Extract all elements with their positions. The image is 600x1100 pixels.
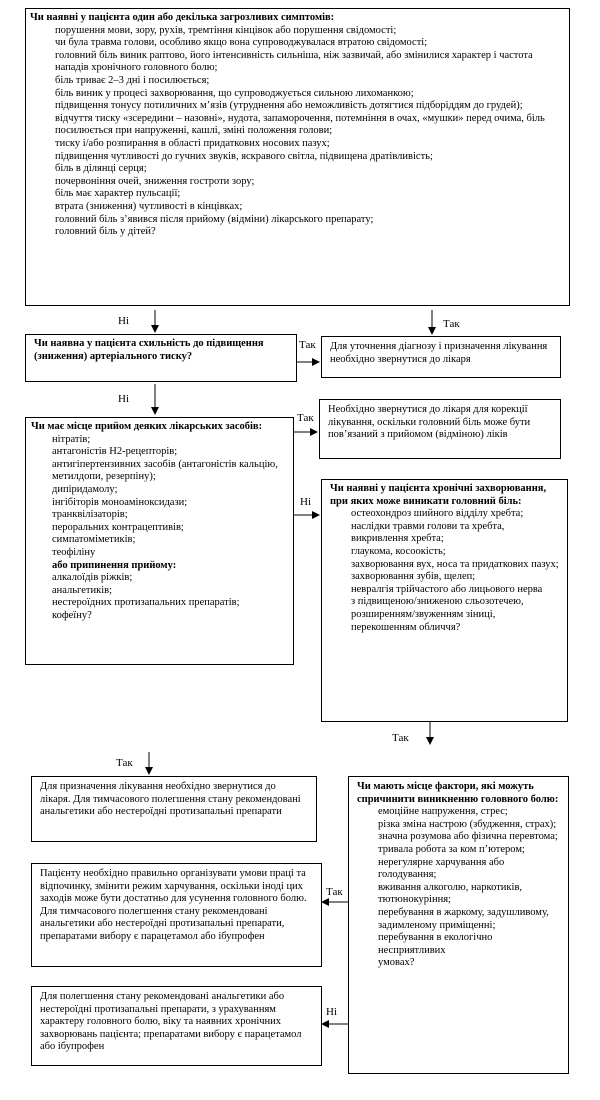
list-item: нітратів; [52, 433, 91, 445]
list-item: нестероїдних протизапальних препаратів; [52, 597, 240, 609]
list-item: підвищення чутливості до гучних звуків, яскравого світла, підвищена дратівливість; [55, 150, 433, 162]
label-yes-b7: Так [116, 757, 133, 769]
list-item: порушення мови, зору, рухів, тремтіння кінцівок або порушення свідомості; [55, 24, 397, 36]
list-item: перебування в екологічно несприятливих [378, 932, 493, 956]
list-item: біль виник у процесі захворювання, що супроводжується сильною лихоманкою; [55, 87, 414, 99]
list-item: підвищення тонусу потиличних м’язів (утруднення або неможливість дотягтися підборіддям до грудей); [55, 100, 523, 112]
box-see-doctor-text: Для уточнення діагнозу і призначення лікування необхідно звернутися до лікаря [330, 341, 548, 365]
medications-list [31, 434, 288, 560]
list-item: антагоністів Н2-рецепторів; [52, 446, 178, 458]
list-item: наслідки травми голови та хребта, [351, 520, 505, 532]
list-item: біль триває 2–3 дні і посилюється; [55, 74, 210, 86]
box-danger-question: Чи наявні у пацієнта один або декілька загрозливих симптомів: [30, 12, 335, 23]
list-item: задимленому приміщенні; [378, 919, 496, 931]
list-item: остеохондроз шийного відділу хребта; [351, 508, 524, 520]
box-danger-symptoms [25, 8, 570, 306]
list-item: алкалоїдів ріжків; [52, 572, 133, 584]
list-item: вживання алкоголю, наркотиків, тютюнокуріння; [378, 881, 523, 906]
list-item: захворювання зубів, щелеп; [351, 571, 476, 583]
medications-stop-list [31, 572, 288, 622]
label-yes-b8: Так [326, 886, 343, 898]
box-medications-question: Чи має місце прийом деяких лікарських засобів: [31, 421, 263, 432]
list-item: з підвищеною/зниженою сльозотечею, розширенням/звуженням зіниці, перекошенням обличчя? [351, 596, 524, 633]
box-chronic-diseases [321, 479, 568, 722]
box-factors-question: Чи мають місце фактори, які можуть спричинити виникненню головного болю: [357, 781, 559, 805]
list-item: умовах? [378, 957, 415, 969]
list-item: теофіліну [52, 546, 96, 558]
list-item: відчуття тиску «зсередини – назовні», нудота, запаморочення, потемніння в очах, «мушки» перед очима, біль [55, 112, 545, 124]
list-item: анальгетиків; [52, 584, 112, 596]
list-item: інгібіторів моноаміноксидази; [52, 496, 188, 508]
danger-symptoms-list [30, 25, 565, 239]
list-item: біль в ділянці серця; [55, 163, 147, 175]
list-item: викривлення хребта; [351, 533, 444, 545]
list-item: невралгія трійчастого або лицьового нерва [351, 583, 543, 595]
label-yes-b6: Так [392, 732, 409, 744]
list-item: біль має характер пульсації; [55, 188, 181, 200]
box-relief-advice [31, 986, 322, 1066]
list-item: значна розумова або фізична перевтома; [378, 831, 558, 843]
box-treatment-text: Для призначення лікування необхідно звернутися до лікаря. Для тимчасового полегшення стану рекомендовані анальгетики або нестероїдні протизапальні препарати [40, 781, 301, 818]
list-item: почервоніння очей, зниження гостроти зору; [55, 175, 255, 187]
list-item: пероральних контрацептивів; [52, 521, 184, 533]
chronic-diseases-list [330, 508, 559, 634]
list-item: нерегулярне харчування або голодування; [378, 856, 505, 881]
list-item: нападів хронічного головного болю; [55, 62, 218, 74]
medications-subheading: або припинення прийому: [52, 559, 177, 571]
label-no-b4: Ні [300, 496, 311, 508]
box-lifestyle-advice [31, 863, 322, 967]
list-item: чи була травма голови, особливо якщо вона супроводжувалася втратою свідомості; [55, 37, 428, 49]
box-lifestyle-text: Пацієнту необхідно правильно організувати умови праці та відпочинку, змінити режим харчування, оскільки іноді цих заходів може бути достатньо для усунення головного болю. Для тимчасового полегшення стану рекомендовані анальгетики або нестероїдні протизапальні препарати, препаратами вибору є парацетамол або ібупрофен [40, 868, 307, 942]
list-item: емоційне напруження, стрес; [378, 806, 508, 818]
box-relief-text: Для полегшення стану рекомендовані анальгетики або нестероїдні протизапальні препарати, з урахуванням характеру головного болю, віку та наявних хронічних захворювань пацієнта; препаратами вибору є парацетамол або ібупрофен [40, 991, 302, 1053]
list-item: тривала робота за ком п’ютером; [378, 843, 525, 855]
box-bp-question: Чи наявна у пацієнта схильність до підвищення (зниження) артеріального тиску? [34, 338, 264, 362]
label-no-b2: Ні [118, 393, 129, 405]
label-yes-b4: Так [297, 412, 314, 424]
box-medications [25, 417, 294, 665]
list-item: перебування в жаркому, задушливому, [378, 906, 549, 918]
list-item: різка зміна настрою (збудження, страх); [378, 818, 557, 830]
list-item: головний біль у дітей? [55, 226, 156, 238]
list-item: захворювання вух, носа та придаткових пазух; [351, 558, 559, 570]
box-chronic-question: Чи наявні у пацієнта хронічні захворювання, при яких може виникати головний біль: [330, 483, 547, 507]
box-treatment-doctor [31, 776, 317, 842]
label-yes-b2: Так [299, 339, 316, 351]
list-item: антигіпертензивних засобів (антагоністів кальцію, метилдопи, резерпіну); [52, 458, 278, 483]
list-item: втрата (зниження) чутливості в кінцівках; [55, 200, 243, 212]
box-correction-text: Необхідно звернутися до лікаря для корекції лікування, оскільки головний біль може бути пов’язаний з прийомом (відміною) ліків [328, 404, 531, 441]
list-item: кофеїну? [52, 609, 92, 621]
list-item: головний біль з’явився після прийому (відміни) лікарського препарату; [55, 213, 374, 225]
box-see-doctor-diagnosis [321, 336, 561, 378]
list-item: глаукома, косоокість; [351, 545, 446, 557]
label-no-b8: Ні [326, 1006, 337, 1018]
list-item: симпатоміметиків; [52, 534, 136, 546]
trigger-factors-list [357, 806, 560, 970]
box-trigger-factors [348, 776, 569, 1074]
list-item: тиску і/або розпирання в області придаткових носових пазух; [55, 137, 330, 149]
list-item: транквілізаторів; [52, 509, 128, 521]
list-item: дипіридамолу; [52, 483, 118, 495]
list-item: головний біль виник раптово, його інтенсивність сильніша, ніж зазвичай, або змінилися характер і частота [55, 49, 533, 61]
label-yes-b1: Так [443, 318, 460, 330]
box-see-doctor-correction [319, 399, 561, 459]
list-item: посилюється при напруженні, кашлі, зміні положення голови; [55, 125, 333, 137]
label-no-b1: Ні [118, 315, 129, 327]
box-blood-pressure [25, 334, 297, 382]
